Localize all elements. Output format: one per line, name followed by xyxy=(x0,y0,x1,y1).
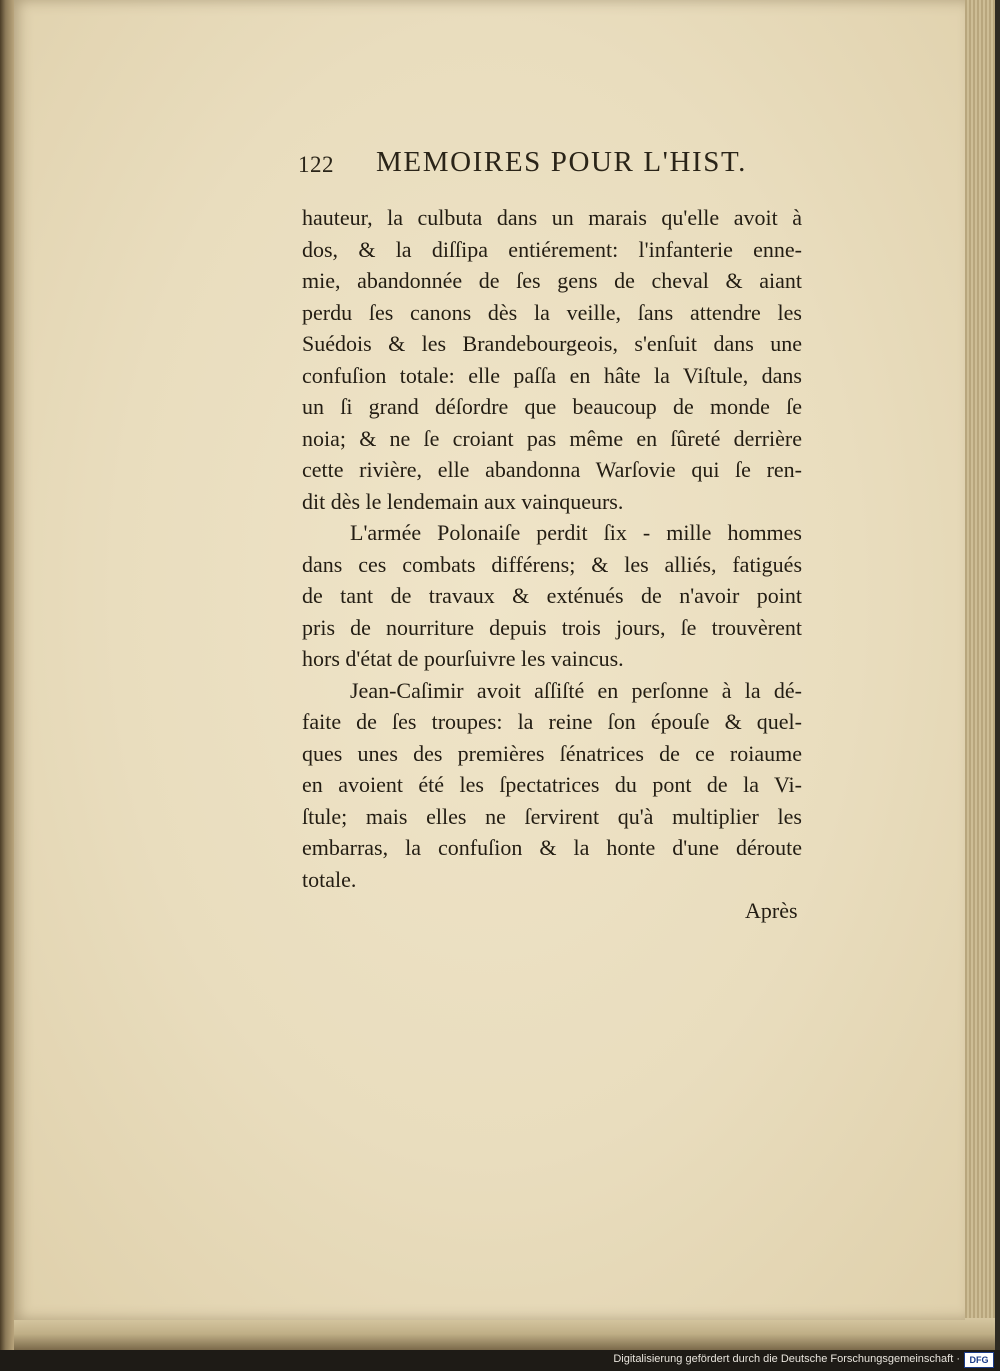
paragraph-start-line: L'armée Polonaiſe perdit ſix - mille hommes xyxy=(350,520,802,545)
text-line: cette rivière, elle abandonna Warſovie qui ſe ren- xyxy=(302,457,802,482)
text-line: de tant de travaux & exténués de n'avoir point xyxy=(302,583,802,608)
paragraph-start-line: Jean-Caſimir avoit aſſiſté en perſonne à la dé- xyxy=(350,677,802,703)
text-line: dans ces combats différens; & les alliés, fatigués xyxy=(302,551,802,577)
text-line: confuſion totale: elle paſſa en hâte la Viſtule, dans xyxy=(302,362,802,388)
text-line: Suédois & les Brandebourgeois, s'enſuit dans une xyxy=(302,331,802,356)
text-line: faite de ſes troupes: la reine ſon épouſe & quel- xyxy=(302,709,802,734)
text-line: en avoient été les ſpectatrices du pont de la Vi- xyxy=(302,772,802,797)
body-text xyxy=(302,202,802,895)
text-line: perdu ſes canons dès la veille, ſans attendre les xyxy=(302,299,802,325)
text-line: pris de nourriture depuis trois jours, ſe trouvèrent xyxy=(302,614,802,640)
text-line: dos, & la diſſipa entiérement: l'infanterie enne- xyxy=(302,236,802,262)
catchword: Après xyxy=(745,898,798,923)
text-line: totale. xyxy=(302,866,357,892)
text-line: ques unes des premières ſénatrices de ce roiaume xyxy=(302,740,802,766)
running-head xyxy=(298,146,748,186)
running-title: MEMOIRES POUR L'HIST. xyxy=(376,146,748,178)
page-stack-bottom-edge xyxy=(0,1318,995,1350)
text-line: hauteur, la culbuta dans un marais qu'elle avoit à xyxy=(302,205,802,230)
page-number: 122 xyxy=(298,152,334,177)
text-line: ſtule; mais elles ne ſervirent qu'à multiplier les xyxy=(302,803,802,829)
text-line: hors d'état de pourſuivre les vaincus. xyxy=(302,646,624,671)
digitization-credit: Digitalisierung gefördert durch die Deutsche Forschungsgemeinschaft · xyxy=(613,1353,960,1365)
text-line: noia; & ne ſe croiant pas même en ſûreté derrière xyxy=(302,425,802,451)
dfg-logo: DFG xyxy=(964,1352,994,1368)
text-line: embarras, la confuſion & la honte d'une déroute xyxy=(302,835,802,860)
text-line: un ſi grand déſordre que beaucoup de monde ſe xyxy=(302,394,802,419)
text-line: mie, abandonnée de ſes gens de cheval & aiant xyxy=(302,268,802,293)
text-line: dit dès le lendemain aux vainqueurs. xyxy=(302,488,624,514)
binding-edge xyxy=(0,0,14,1350)
